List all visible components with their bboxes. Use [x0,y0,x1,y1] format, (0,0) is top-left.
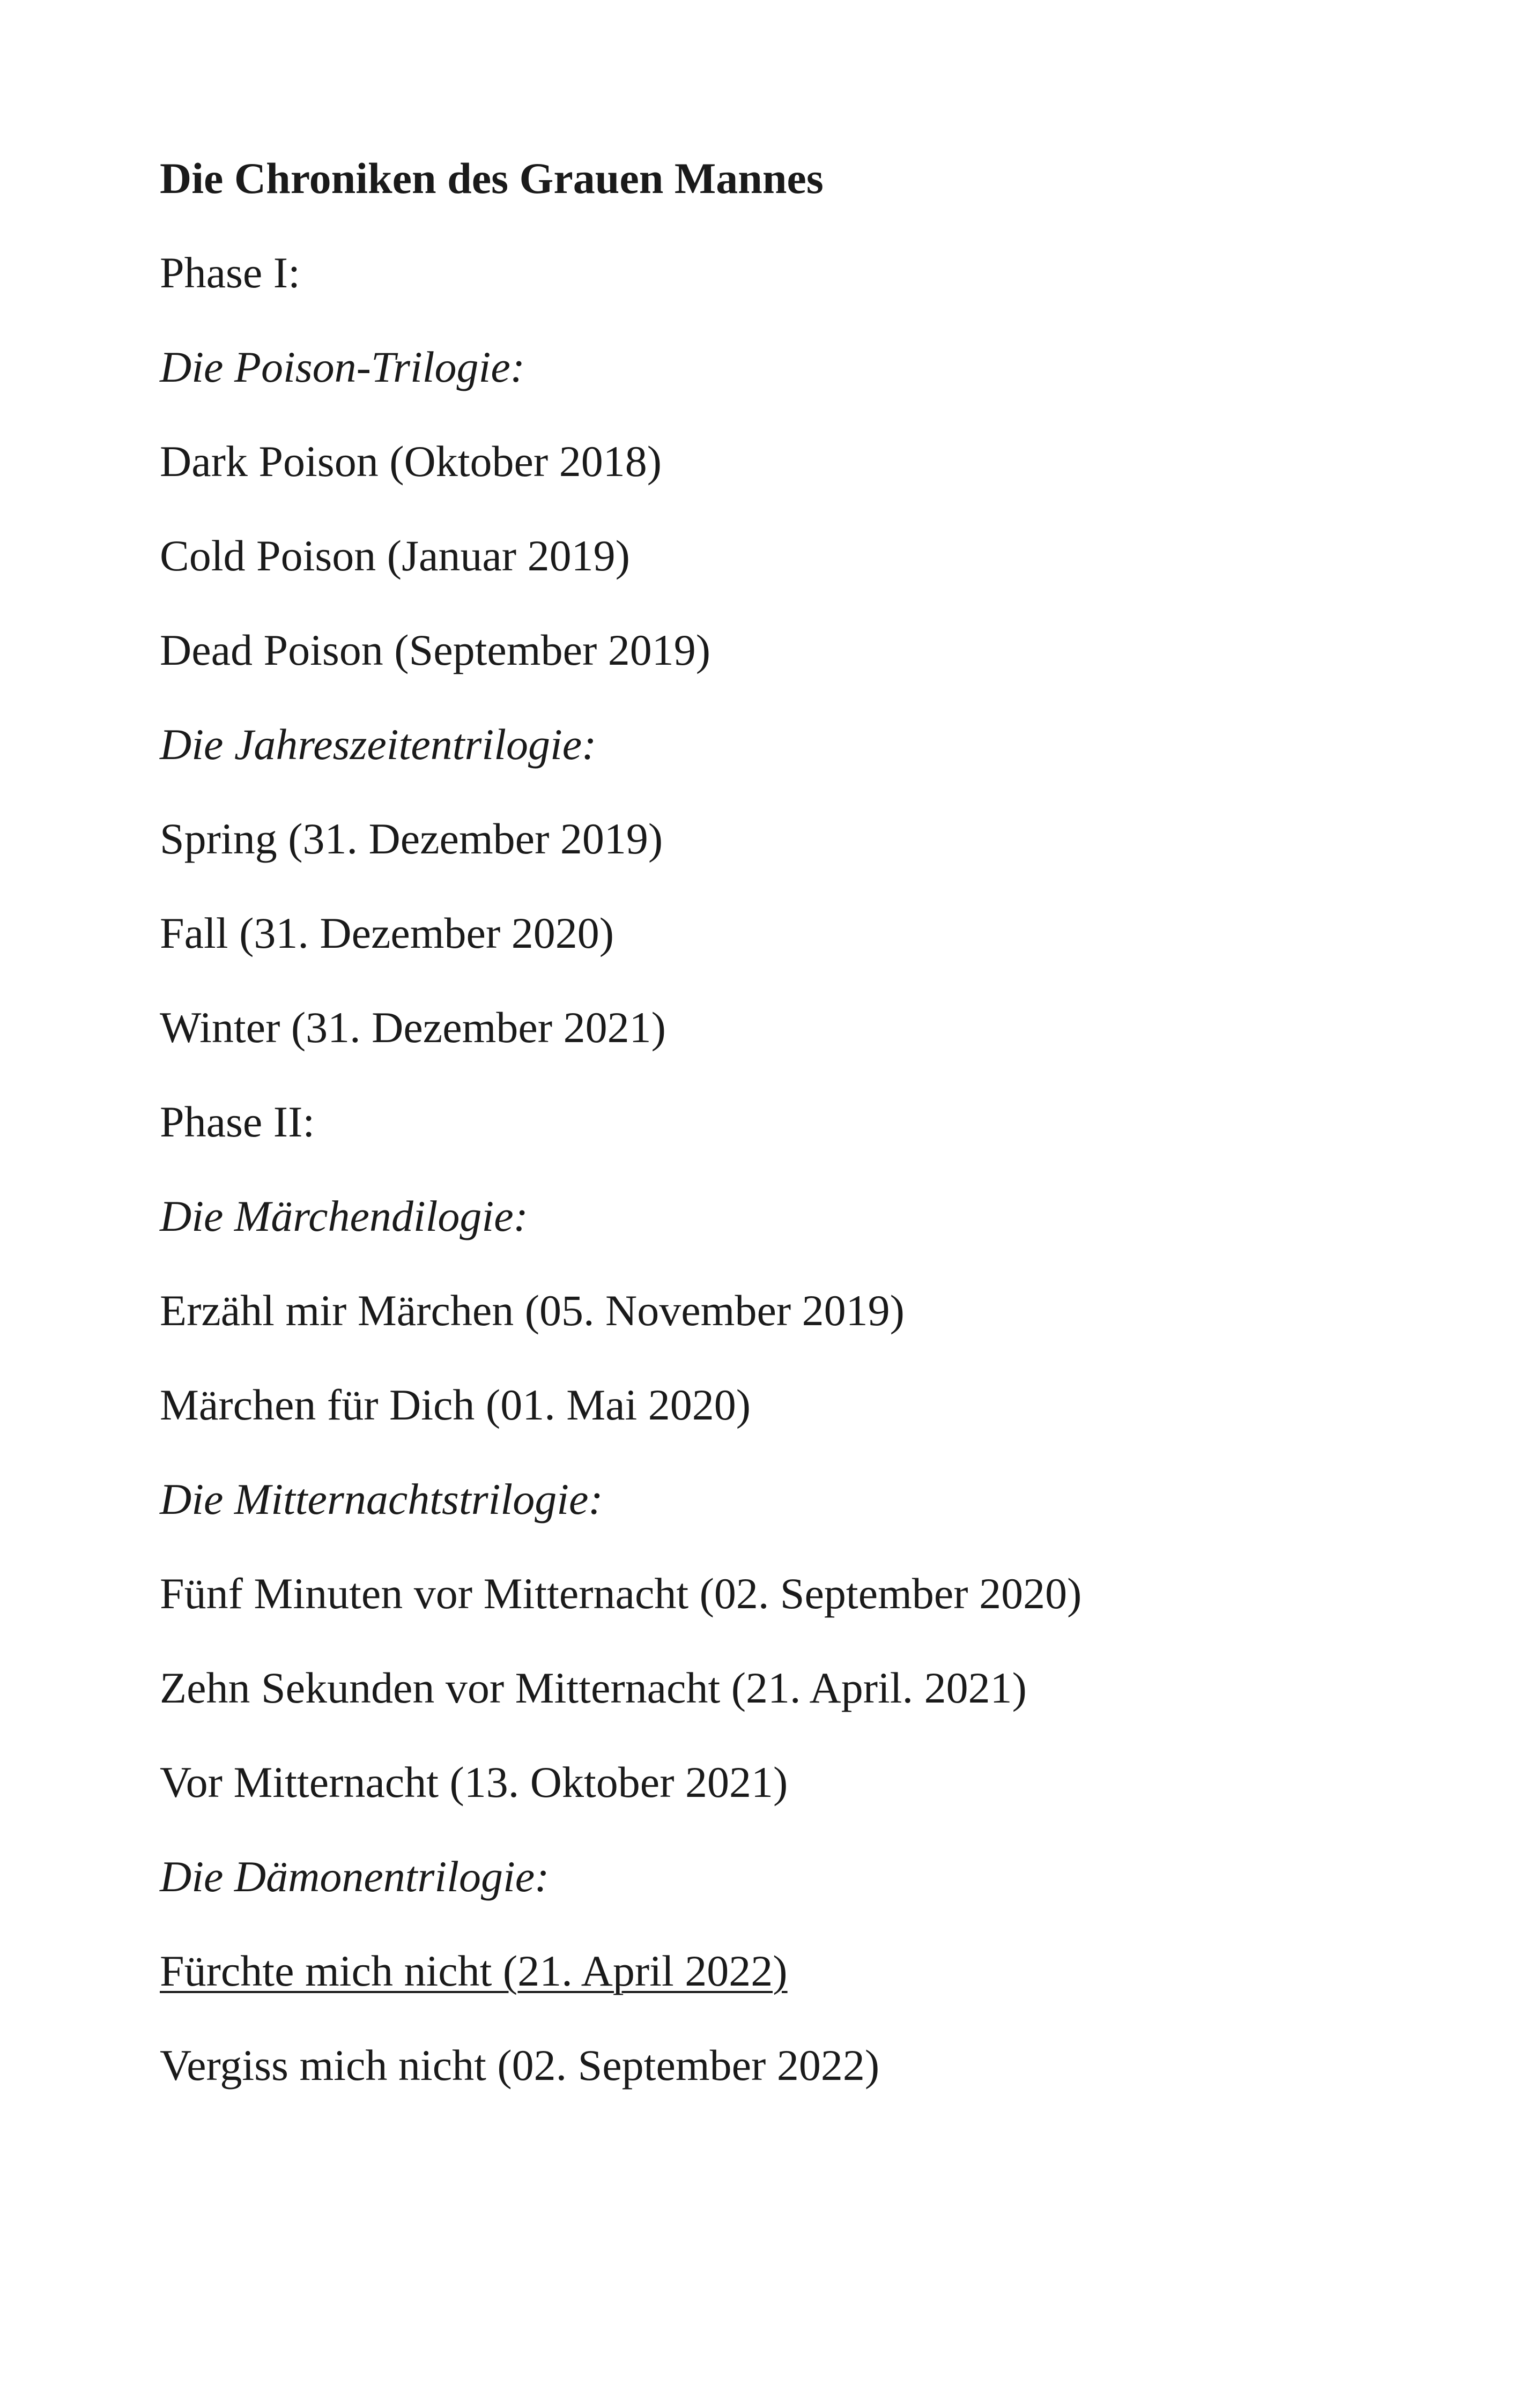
series-heading: Die Dämonentrilogie: [160,1852,550,1901]
book-entry-underlined: Fürchte mich nicht (21. April 2022) [160,1946,788,1995]
book-entry: Vor Mitternacht (13. Oktober 2021) [160,1758,788,1807]
book-entry: Cold Poison (Januar 2019) [160,531,630,580]
book-entry: Vergiss mich nicht (02. September 2022) [160,2041,880,2090]
book-entry: Winter (31. Dezember 2021) [160,1003,666,1052]
series-heading: Die Poison-Trilogie: [160,343,525,391]
series-heading: Die Jahreszeitentrilogie: [160,720,597,769]
phase-heading: Phase I: [160,248,300,297]
phase-heading: Phase II: [160,1097,315,1146]
book-entry: Dark Poison (Oktober 2018) [160,437,662,486]
book-entry: Märchen für Dich (01. Mai 2020) [160,1380,751,1429]
series-heading: Die Märchendilogie: [160,1192,528,1240]
book-entry: Fall (31. Dezember 2020) [160,909,614,957]
book-entry: Erzähl mir Märchen (05. November 2019) [160,1286,905,1335]
book-entry: Fünf Minuten vor Mitternacht (02. September 2020) [160,1569,1082,1618]
series-heading: Die Mitternachtstrilogie: [160,1475,603,1523]
book-entry: Dead Poison (September 2019) [160,626,711,674]
book-entry: Spring (31. Dezember 2019) [160,814,663,863]
document-title: Die Chroniken des Grauen Mannes [160,154,824,203]
book-entry: Zehn Sekunden vor Mitternacht (21. April. 2021) [160,1663,1027,1712]
document-page [160,154,1393,2138]
